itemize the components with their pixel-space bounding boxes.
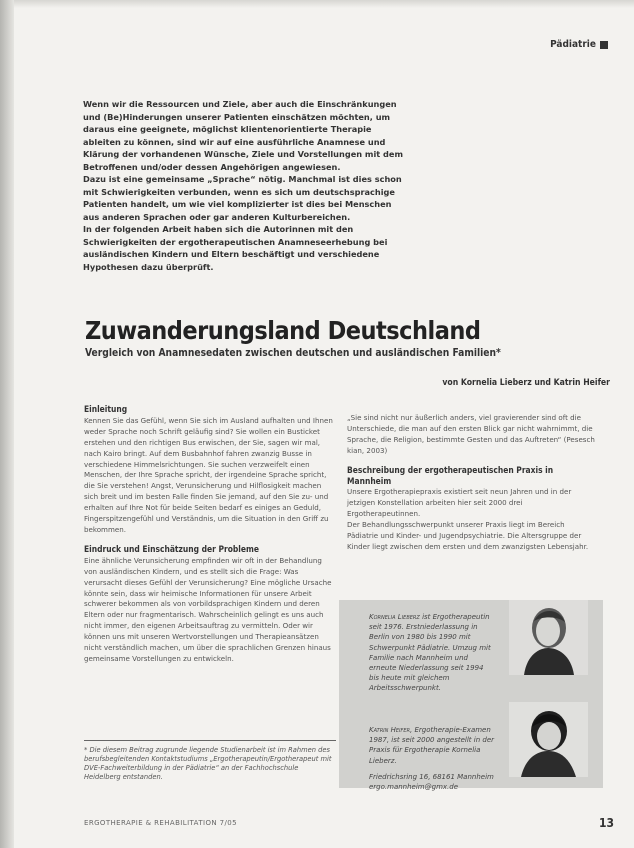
journal-footer: ERGOTHERAPIE & REHABILITATION 7/05 xyxy=(84,819,237,827)
contact-info: Friedrichsring 16, 68161 Mannheim ergo.mannheim@gmx.de xyxy=(369,772,494,792)
practice-text: Unsere Ergotherapiepraxis existiert seit neun Jahren und in der jetzigen Konstellation arbeiten hier seit 2000 drei Ergotherapeutinnen. xyxy=(347,487,572,519)
problems-text: Eine ähnliche Verunsicherung empfinden wir oft in der Behandlung von ausländischen Kindern, und es stellt sich die Frage: Was verursacht dieses Gefühl der Verunsicherung? Eine mögliche Ursache könnte sein, dass wir heimische Informationen für unsere Arbeit schwerer bekommen als von vorbildsprachigen Kindern und deren Eltern oder nur fragmentarisch. Wahrscheinlich gelingt es uns auch nicht immer, den eigenen Arbeitsauftrag zu vermitteln. Oder wir können uns mit unseren Wertvorstellungen und Therapieansätzen nicht verständlich machen, um über die sprachlichen Grenzen hinaus gemeinsame Vorstellungen zu entwickeln. xyxy=(84,555,332,663)
introduction-text: Kennen Sie das Gefühl, wenn Sie sich im Ausland aufhalten und Ihnen weder Sprache noch Schrift geläufig sind? Sie wollen ein Busticket erstehen und den richtigen Bus erwischen, der Sie, sagen wir mal, nach Kairo bringt. Auf dem Busbahnhof fahren zwanzig Busse in verschiedene Himmelsrichtungen. Sie suchen verzweifelt einen Menschen, der Ihre Sprache spricht, der irgendeine Sprache spricht, die Sie verstehen! Angst, Verunsicherung und Hilflosigkeit machen sich breit und im besten Falle finden Sie jemand, auf den Sie zu- und erhalten auf Ihre Not für beide Seiten bedarf es einiges an Geduld, Fingerspitzengefühl und Verständnis, um die Situation in den Griff zu bekommen. xyxy=(84,415,333,534)
author-name-1: Kornelia Lieberz xyxy=(369,613,420,621)
page-number: 13 xyxy=(598,816,614,830)
author-bio-text-2: Ergotherapie-Examen 1987, ist seit 2000 angestellt in der Praxis für Ergotherapie Kornelia Lieberz. xyxy=(369,726,495,765)
article-subtitle: Vergleich von Anamnesedaten zwischen deutschen und ausländischen Familien* xyxy=(85,348,501,359)
intro-abstract xyxy=(83,98,403,273)
section-gap xyxy=(84,536,334,544)
author-bio-text-1: ist Ergotherapeutin seit 1976. Erstniederlassung in Berlin von 1980 bis 1990 mit Schwerpunkt Pädiatrie. Umzug mit Familie nach Mannheim und erneute Niederlassung seit 1994 bis heute mit gleichem Arbeitsschwerpunkt. xyxy=(369,613,491,693)
author-photo-2 xyxy=(509,702,588,777)
author-photo-1 xyxy=(509,600,588,675)
left-column xyxy=(84,404,334,665)
author-bio-1 xyxy=(369,612,494,694)
quote-text: „Sie sind nicht nur äußerlich anders, viel gravierender sind oft die Unterschiede, die man auf den ersten Blick gar nicht wahrnimmt, die Sprache, die Religion, bestimmte Gesten und das Auftreten“ (Pesesch kian, 2003) xyxy=(347,413,595,455)
section-gap xyxy=(347,457,597,465)
practice-heading: Beschreibung der ergotherapeutischen Praxis in Mannheim xyxy=(347,464,554,486)
intro-paragraph-1: Wenn wir die Ressourcen und Ziele, aber auch die Einschränkungen und (Be)Hinderungen unserer Patienten einschätzen möchten, um daraus eine geeignete, möglichst klientenorientierte Therapie ableiten zu können, sind wir auf eine ausführliche Anamnese und Klärung der vorhandenen Wünsche, Ziele und Vorstellungen mit dem Betroffenen und/oder dessen Angehörigen angewiesen. xyxy=(83,99,403,172)
article-byline: von Kornelia Lieberz und Katrin Heifer xyxy=(442,378,610,388)
author-name-2: Katrin Heifer, xyxy=(369,726,413,734)
intro-paragraph-2: Dazu ist eine gemeinsame „Sprache“ nötig. Manchmal ist dies schon mit Schwierigkeiten verbunden, wenn es sich um deutschsprachige Patienten handelt, um wie viel komplizierter ist dies bei Menschen aus anderen Sprachen oder gar anderen Kulturbereichen. xyxy=(83,174,402,222)
problems-heading: Eindruck und Einschätzung der Probleme xyxy=(84,543,259,554)
intro-paragraph-3: In der folgenden Arbeit haben sich die Autorinnen mit den Schwierigkeiten der ergotherapeutischen Anamneseerhebung bei ausländischen Kindern und Eltern beschäftigt und verschiedene Hypothesen dazu überprüft. xyxy=(83,224,388,272)
practice-text-2: Der Behandlungsschwerpunkt unserer Praxis liegt im Bereich Pädiatrie und Kinder- und Jugendpsychiatrie. Die Altersgruppe der Kinder liegt zwischen dem ersten und dem zwanzigsten Lebensjahr. xyxy=(347,520,589,551)
author-bio-2 xyxy=(369,725,494,792)
section-header xyxy=(550,39,608,50)
section-square-icon xyxy=(600,41,608,49)
article-footnote: * Die diesem Beitrag zugrunde liegende Studienarbeit ist im Rahmen des berufsbegleitenden Kontaktstudiums „Ergotherapeutin/Ergotherapeut mit DVE-Fachweiterbildung in der Pädiatrie“ an der Fachhochschule Heidelberg entstanden. xyxy=(84,740,336,782)
introduction-heading: Einleitung xyxy=(84,404,128,414)
right-column xyxy=(347,413,597,553)
author-profiles-box xyxy=(339,600,603,792)
section-label: Pädiatrie xyxy=(550,39,596,50)
article-title: Zuwanderungsland Deutschland xyxy=(85,316,481,345)
